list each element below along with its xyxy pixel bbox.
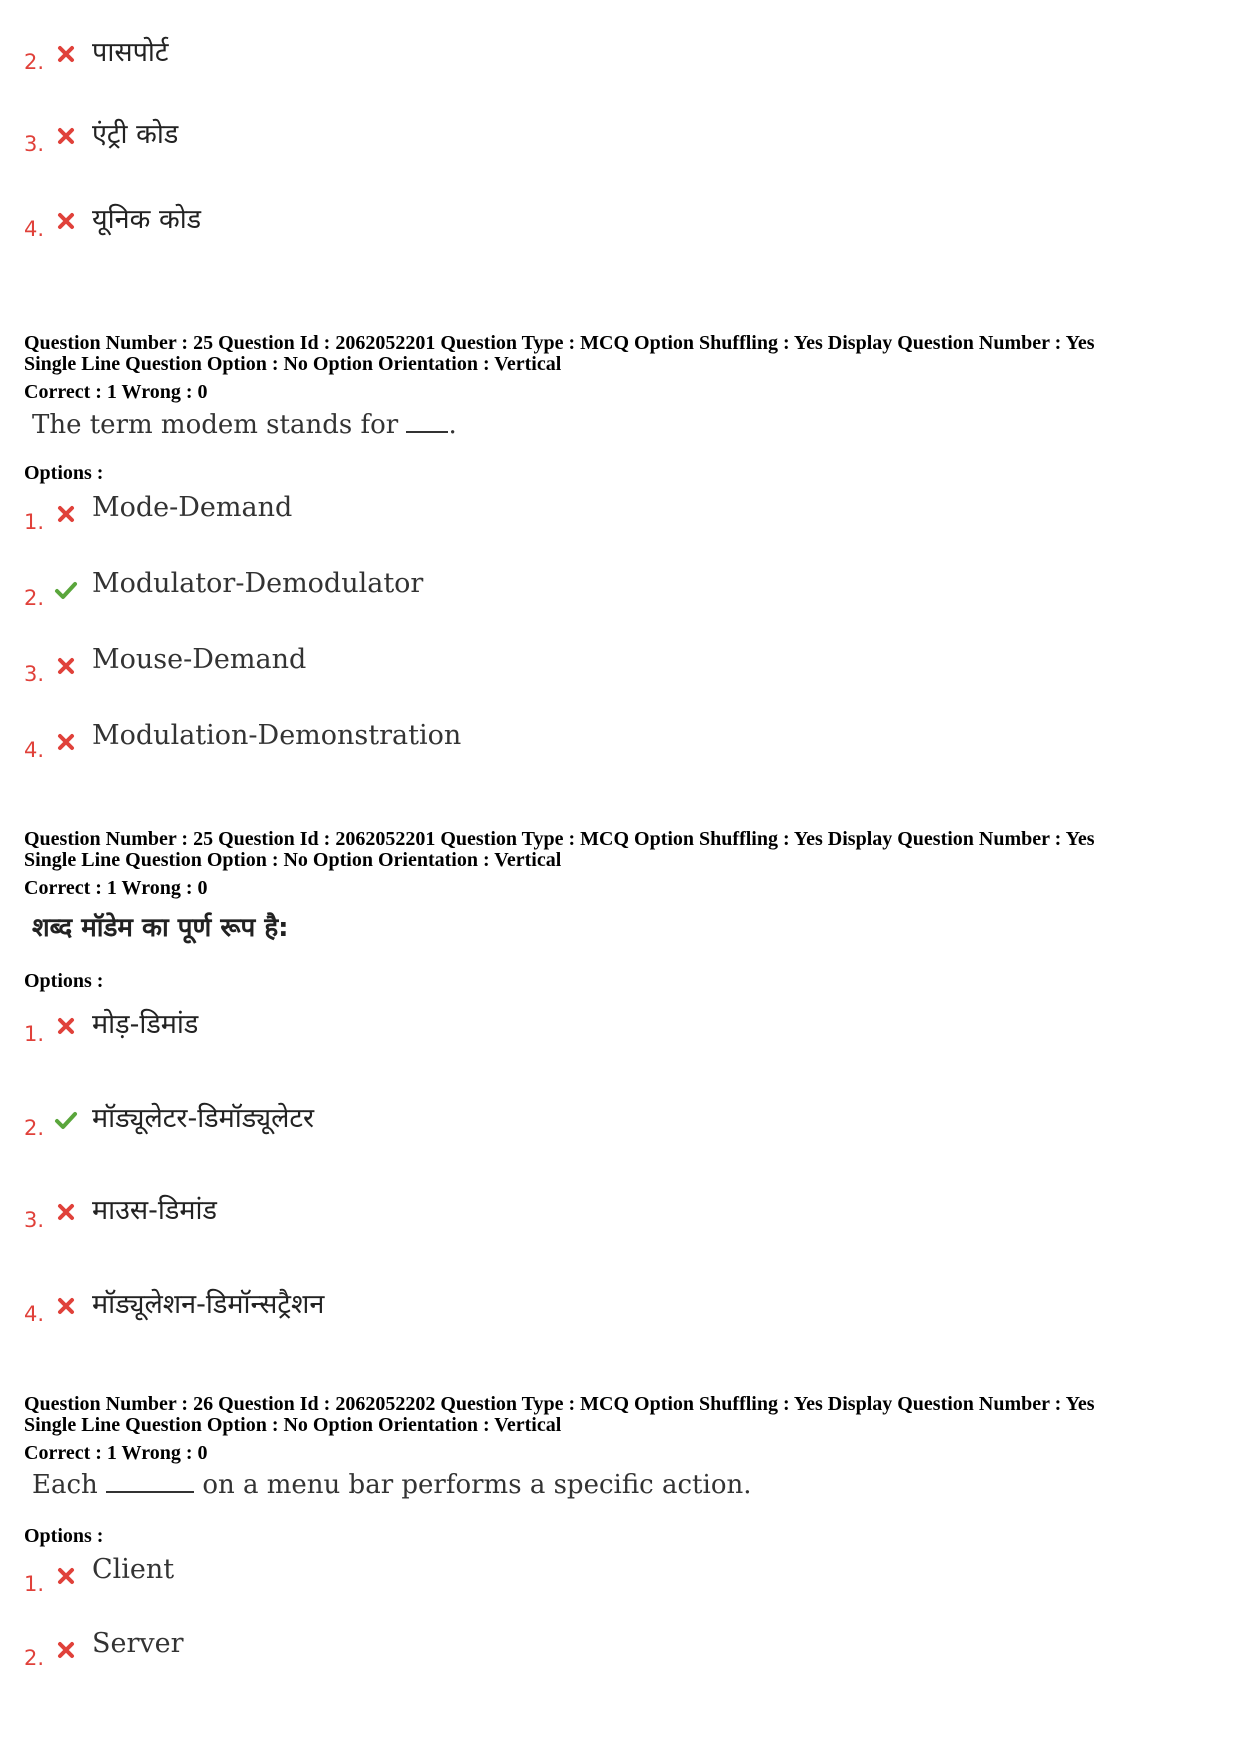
question-meta-line: Question Number : 26 Question Id : 2062052202 Question Type : MCQ Option Shuffling : Yes Display Question Number : Yes (24, 1393, 1095, 1415)
options-label: Options : (24, 970, 104, 992)
question-meta-line: Question Number : 25 Question Id : 2062052201 Question Type : MCQ Option Shuffling : Yes Display Question Number : Yes (24, 828, 1095, 850)
option-number: 4. (24, 738, 45, 762)
question-text: शब्द मॉडेम का पूर्ण रूप है: (32, 913, 289, 943)
option-item (24, 1288, 1124, 1338)
option-number: 3. (24, 1208, 45, 1232)
options-label: Options : (24, 462, 104, 484)
option-text: मॉड्यूलेशन-डिमॉन्सट्रैशन (92, 1289, 325, 1320)
question-text: The term modem stands for . (32, 410, 457, 440)
option-number: 2. (24, 1646, 45, 1670)
cross-icon (54, 42, 78, 66)
option-item (24, 1008, 1124, 1058)
option-item (24, 1628, 1124, 1682)
options-label: Options : (24, 1525, 104, 1547)
blank-line (406, 431, 448, 433)
option-text: एंट्री कोड (92, 119, 179, 150)
option-text: मॉड्यूलेटर-डिमॉड्यूलेटर (92, 1103, 315, 1134)
question-meta-line: Question Number : 25 Question Id : 2062052201 Question Type : MCQ Option Shuffling : Yes Display Question Number : Yes (24, 332, 1095, 354)
cross-icon (54, 1014, 78, 1038)
cross-icon (54, 1294, 78, 1318)
option-text: मोड़-डिमांड (92, 1009, 199, 1040)
option-item (24, 203, 1124, 253)
option-number: 1. (24, 1022, 45, 1046)
check-icon (54, 578, 78, 602)
option-number: 1. (24, 510, 45, 534)
question-meta-line: Single Line Question Option : No Option Orientation : Vertical (24, 849, 562, 871)
option-number: 2. (24, 586, 45, 610)
option-item (24, 36, 1124, 86)
option-number: 3. (24, 132, 45, 156)
cross-icon (54, 1564, 78, 1588)
option-item (24, 492, 1124, 546)
question-text: Each on a menu bar performs a specific action. (32, 1470, 752, 1500)
cross-icon (54, 1200, 78, 1224)
question-meta (24, 333, 1224, 403)
question-meta-line: Single Line Question Option : No Option Orientation : Vertical (24, 353, 562, 375)
option-text: Modulator-Demodulator (92, 568, 424, 599)
question-marks: Correct : 1 Wrong : 0 (24, 381, 208, 403)
option-text: यूनिक कोड (92, 204, 202, 235)
option-number: 1. (24, 1572, 45, 1596)
option-item (24, 118, 1124, 168)
option-item (24, 1194, 1124, 1244)
cross-icon (54, 654, 78, 678)
option-number: 2. (24, 50, 45, 74)
cross-icon (54, 209, 78, 233)
option-number: 3. (24, 662, 45, 686)
option-item (24, 720, 1124, 774)
question-meta (24, 1394, 1224, 1464)
question-marks: Correct : 1 Wrong : 0 (24, 1442, 208, 1464)
option-number: 4. (24, 1302, 45, 1326)
option-number: 2. (24, 1116, 45, 1140)
question-meta (24, 829, 1224, 899)
option-text: Server (92, 1628, 184, 1659)
option-text: माउस-डिमांड (92, 1195, 217, 1226)
option-text: Modulation-Demonstration (92, 720, 462, 751)
cross-icon (54, 124, 78, 148)
cross-icon (54, 502, 78, 526)
option-item (24, 1554, 1124, 1608)
check-icon (54, 1108, 78, 1132)
option-text: पासपोर्ट (92, 37, 169, 68)
option-item (24, 644, 1124, 698)
question-marks: Correct : 1 Wrong : 0 (24, 877, 208, 899)
blank-line (106, 1491, 194, 1493)
option-text: Client (92, 1554, 175, 1585)
cross-icon (54, 1638, 78, 1662)
option-item (24, 568, 1124, 622)
option-item (24, 1102, 1124, 1152)
option-text: Mode-Demand (92, 492, 293, 523)
cross-icon (54, 730, 78, 754)
option-number: 4. (24, 217, 45, 241)
option-text: Mouse-Demand (92, 644, 307, 675)
question-meta-line: Single Line Question Option : No Option Orientation : Vertical (24, 1414, 562, 1436)
